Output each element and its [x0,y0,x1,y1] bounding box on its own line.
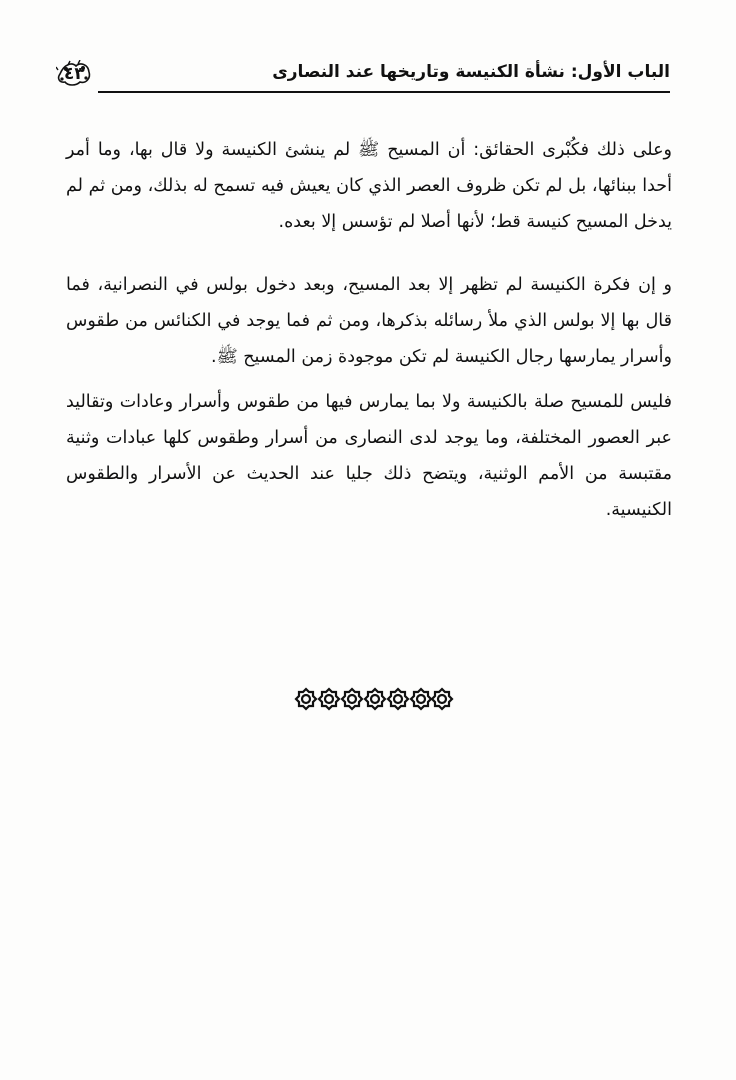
paragraph-text: وعلى ذلك فكُبْرى الحقائق: أن المسيح ﷺ لم ينشئ الكنيسة ولا قال بها، وما أمر أحدا ببنائها، بل لم تكن ظروف العصر الذي كان يعيش فيه تسمح له بذلك، ومن ثم لم يدخل المسيح كنيسة قط؛ لأنها أصلا لم تؤسس إلا بعده. [66,140,672,232]
paragraph-2 [66,267,672,375]
paragraph-text: و إن فكرة الكنيسة لم تظهر إلا بعد المسيح، وبعد دخول بولس في النصرانية، فما قال بها إلا بولس الذي ملأ رسائله بذكرها، ومن ثم فما يوجد في الكنائس من طقوس وأسرار يمارسها رجال الكنيسة لم تكن موجودة زمن المسيح ﷺ. [66,275,672,367]
header-rule [98,91,670,93]
running-header [48,58,670,94]
page-number-block [48,58,98,88]
star-ring-divider-icon [294,684,454,714]
paragraph-3 [66,384,672,528]
paragraph-text: فليس للمسيح صلة بالكنيسة ولا بما يمارس فيها من طقوس وأسرار وعادات وتقاليد عبر العصور المختلفة، وما يوجد لدى النصارى من أسرار وطقوس كلها عبادات وثنية مقتبسة من الأمم الوثنية، ويتضح ذلك جليا عند الحديث عن الأسرار والطقوس الكنيسية. [66,392,672,520]
chapter-title: الباب الأول: نشأة الكنيسة وتاريخها عند النصارى [272,62,670,82]
page-number: ٤٣ [64,64,85,84]
paragraph-1 [66,132,672,240]
